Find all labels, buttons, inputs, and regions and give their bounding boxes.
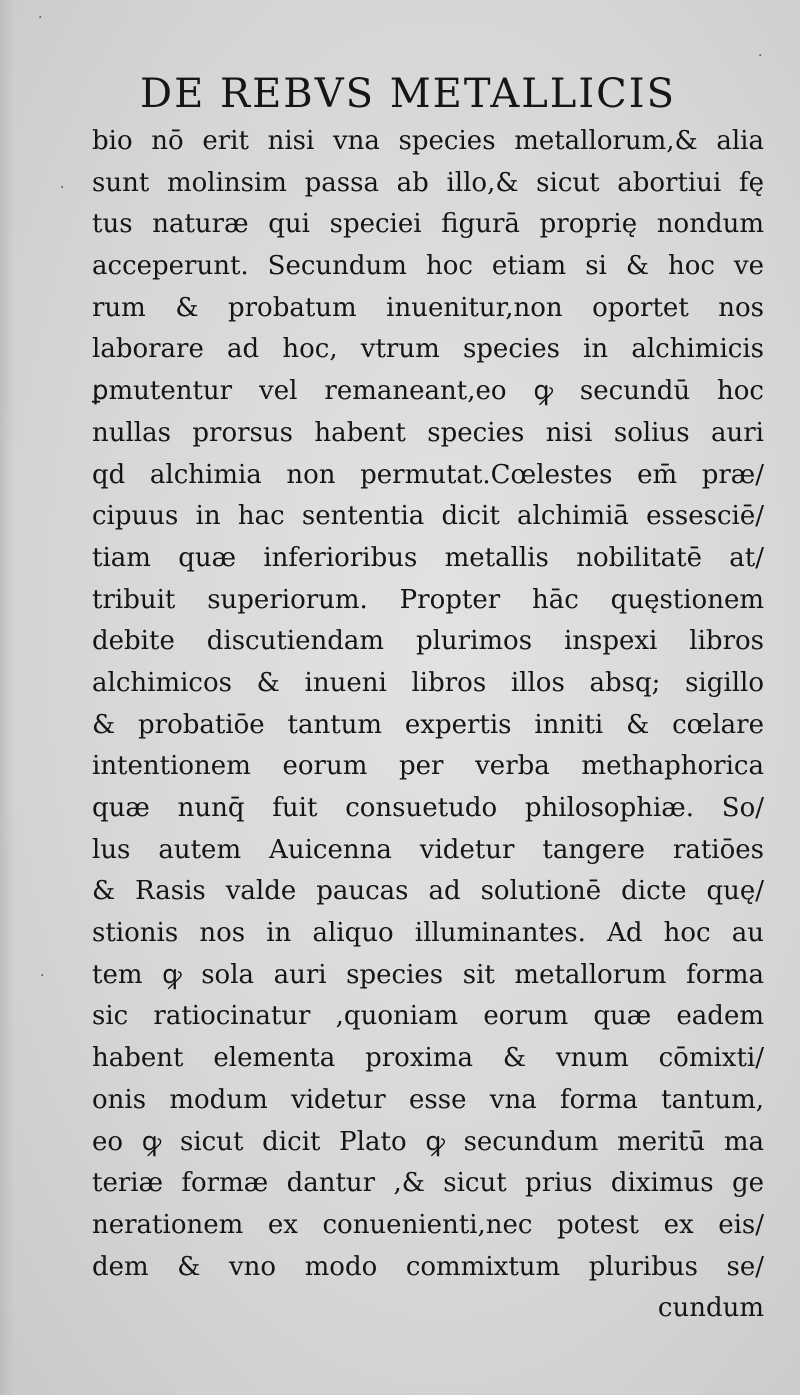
page-gutter-shadow <box>0 0 14 1395</box>
text-line: rum & probatum inuenitur,non oportet nos <box>92 292 764 323</box>
catchword: cundum <box>657 1293 764 1324</box>
text-line: qd alchimia non permutat.Cœlestes em̄ præ/ <box>92 459 764 490</box>
text-line: nerationem ex conuenienti,nec potest ex eis/ <box>92 1209 764 1240</box>
text-line: & Rasis valde paucas ad solutionē dicte quę/ <box>92 876 764 907</box>
text-line: sunt molinsim passa ab illo,& sicut abortiui fę <box>92 167 764 198</box>
text-line: tiam quæ inferioribus metallis nobilitatē at/ <box>92 542 764 573</box>
text-line: debite discutiendam plurimos inspexi libros <box>92 626 764 657</box>
text-line: teriæ formæ dantur ,& sicut prius diximus ge <box>92 1168 764 1199</box>
text-line: nullas prorsus habent species nisi solius auri <box>92 417 764 448</box>
text-line: quæ nunq̄ fuit consuetudo philosophiæ. So/ <box>92 793 764 823</box>
text-line: laborare ad hoc, vtrum species in alchimicis <box>92 334 764 365</box>
text-line: habent elementa proxima & vnum cōmixti/ <box>92 1043 764 1074</box>
dust-speck: · <box>60 180 65 196</box>
text-line: eo ꝙ sicut dicit Plato ꝙ secundum meritū ma <box>92 1126 764 1157</box>
body-text <box>92 121 764 1330</box>
dust-speck: · <box>758 48 763 64</box>
text-line: acceperunt. Secundum hoc etiam si & hoc ve <box>92 251 764 282</box>
text-line: alchimicos & inueni libros illos absq; sigillo <box>92 667 764 698</box>
text-line: tribuit superiorum. Propter hāc quęstionem <box>92 584 764 615</box>
text-line: tus naturæ qui speciei figurā proprię nondum <box>92 209 764 240</box>
text-line: & probatiōe tantum expertis inniti & cœlare <box>92 709 764 740</box>
text-line: onis modum videtur esse vna forma tantum, <box>92 1084 764 1115</box>
text-line: dem & vno modo commixtum pluribus se/ <box>92 1251 764 1282</box>
running-head: DE REBVS METALLICIS <box>140 71 676 117</box>
text-line: lus autem Auicenna videtur tangere ratiōes <box>92 834 764 865</box>
text-line: ꝑmutentur vel remaneant,eo ꝙ secundū hoc <box>92 376 764 407</box>
dust-speck: · <box>40 968 45 984</box>
text-line: intentionem eorum per verba methaphorica <box>92 751 764 782</box>
text-line: bio nō erit nisi vna species metallorum,& alia <box>92 126 764 156</box>
text-line: cipuus in hac sententia dicit alchimiā essesciē/ <box>92 501 764 532</box>
text-line: sic ratiocinatur ,quoniam eorum quæ eadem <box>92 1001 764 1032</box>
text-line: stionis nos in aliquo illuminantes. Ad hoc au <box>92 918 764 949</box>
dust-speck: · <box>38 10 43 26</box>
text-line: tem ꝙ sola auri species sit metallorum forma <box>92 959 764 990</box>
